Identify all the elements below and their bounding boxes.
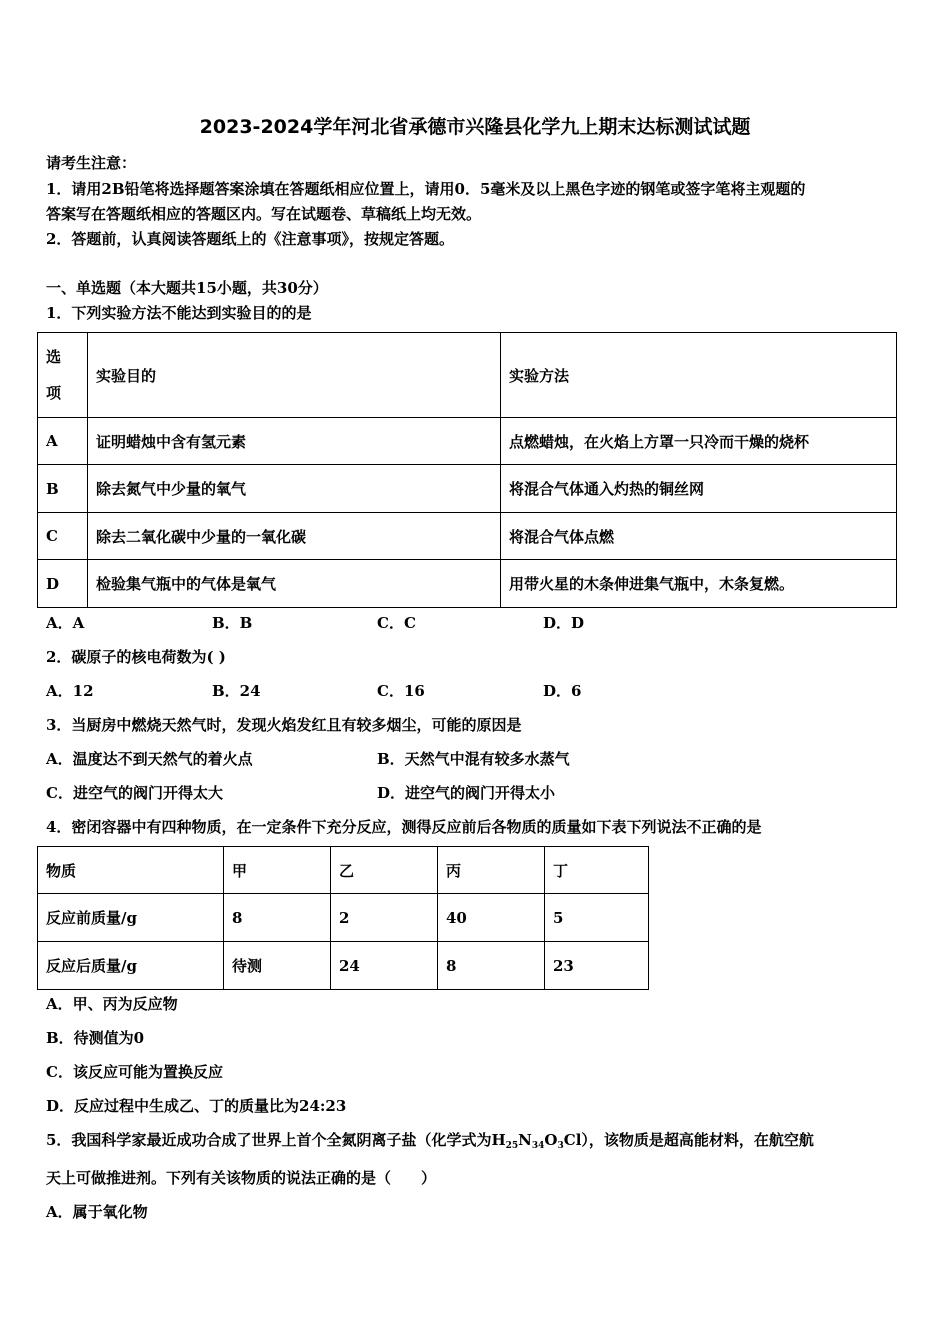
formula-h: H bbox=[491, 1131, 506, 1149]
q1-cell-method: 用带火星的木条伸进集气瓶中，木条复燃。 bbox=[501, 560, 897, 608]
q2-choice-c: C．16 bbox=[377, 682, 425, 700]
q1-cell-option: D bbox=[38, 560, 88, 608]
table-row bbox=[38, 560, 897, 608]
formula-h-count: 25 bbox=[505, 1141, 519, 1151]
formula-cl: Cl bbox=[563, 1131, 582, 1149]
q4-choice-b: B．待测值为0 bbox=[46, 1029, 145, 1047]
q5-stem-a: 5．我国科学家最近成功合成了世界上首个全氮阴离子盐（化学式为 bbox=[46, 1131, 492, 1149]
q4-choice-a: A．甲、丙为反应物 bbox=[46, 995, 178, 1013]
q2-choice-d: D．6 bbox=[543, 682, 582, 700]
formula-n-count: 34 bbox=[531, 1141, 545, 1151]
q1-cell-goal: 检验集气瓶中的气体是氧气 bbox=[88, 560, 501, 608]
q1-header-option bbox=[38, 333, 88, 418]
table-row bbox=[38, 333, 897, 418]
notice-line-3: 2．答题前，认真阅读答题纸上的《注意事项》，按规定答题。 bbox=[46, 230, 454, 248]
q4-header-cell: 乙 bbox=[331, 847, 438, 894]
q1-cell-option: C bbox=[38, 513, 88, 560]
q4-cell: 待测 bbox=[224, 942, 331, 990]
q1-cell-option: B bbox=[38, 465, 88, 513]
q2-stem: 2．碳原子的核电荷数为( ) bbox=[46, 648, 226, 666]
q4-stem: 4．密闭容器中有四种物质，在一定条件下充分反应，测得反应前后各物质的质量如下表下列说法不正确的是 bbox=[46, 818, 762, 836]
table-row bbox=[38, 942, 649, 990]
table-row bbox=[38, 513, 897, 560]
table-row bbox=[38, 418, 897, 465]
q4-cell: 23 bbox=[545, 942, 649, 990]
notice-line-1: 1．请用2B铅笔将选择题答案涂填在答题纸相应位置上，请用0．5毫米及以上黑色字迹的钢笔或签字笔将主观题的 bbox=[46, 180, 806, 198]
chemical-formula bbox=[491, 1131, 581, 1149]
q4-cell: 8 bbox=[224, 894, 331, 942]
q1-choice-b: B．B bbox=[212, 614, 253, 632]
q5-stem-b: ），该物质是超高能材料，在航空航 bbox=[581, 1131, 814, 1149]
q1-table bbox=[37, 332, 897, 608]
q1-cell-method: 将混合气体通入灼热的铜丝网 bbox=[501, 465, 897, 513]
q4-cell: 24 bbox=[331, 942, 438, 990]
q1-choice-d: D．D bbox=[543, 614, 585, 632]
q4-table bbox=[37, 846, 649, 990]
q4-cell: 40 bbox=[438, 894, 545, 942]
q3-choice-a: A．温度达不到天然气的着火点 bbox=[46, 750, 253, 768]
q1-header-option-a: 选 bbox=[46, 348, 62, 366]
table-row bbox=[38, 847, 649, 894]
q4-cell: 8 bbox=[438, 942, 545, 990]
page-title: 2023-2024学年河北省承德市兴隆县化学九上期末达标测试试题 bbox=[199, 116, 751, 138]
q3-choice-c: C．进空气的阀门开得太大 bbox=[46, 784, 223, 802]
formula-n: N bbox=[518, 1131, 532, 1149]
q1-header-method: 实验方法 bbox=[501, 333, 897, 418]
q4-cell: 反应后质量/g bbox=[38, 942, 224, 990]
q4-cell: 反应前质量/g bbox=[38, 894, 224, 942]
q5-stem-line-2: 天上可做推进剂。下列有关该物质的说法正确的是（ ） bbox=[46, 1169, 437, 1187]
q1-cell-method: 点燃蜡烛，在火焰上方罩一只冷而干燥的烧杯 bbox=[501, 418, 897, 465]
notice-line-2: 答案写在答题纸相应的答题区内。写在试题卷、草稿纸上均无效。 bbox=[46, 205, 482, 223]
q3-stem: 3．当厨房中燃烧天然气时，发现火焰发红且有较多烟尘，可能的原因是 bbox=[46, 716, 522, 734]
q1-header-goal: 实验目的 bbox=[88, 333, 501, 418]
q2-choice-a: A．12 bbox=[46, 682, 94, 700]
q1-cell-method: 将混合气体点燃 bbox=[501, 513, 897, 560]
q1-cell-goal: 证明蜡烛中含有氢元素 bbox=[88, 418, 501, 465]
section-heading: 一、单选题（本大题共15小题，共30分） bbox=[46, 279, 328, 297]
q1-cell-goal: 除去二氧化碳中少量的一氧化碳 bbox=[88, 513, 501, 560]
q1-header-option-b: 项 bbox=[46, 384, 62, 402]
q3-choice-d: D．进空气的阀门开得太小 bbox=[377, 784, 556, 802]
q4-cell: 5 bbox=[545, 894, 649, 942]
formula-o: O bbox=[544, 1131, 558, 1149]
q1-choice-c: C．C bbox=[377, 614, 416, 632]
q1-choice-a: A．A bbox=[46, 614, 85, 632]
q4-cell: 2 bbox=[331, 894, 438, 942]
q4-header-cell: 丙 bbox=[438, 847, 545, 894]
q5-stem-line-1 bbox=[46, 1129, 814, 1151]
formula-o-count: 3 bbox=[557, 1141, 564, 1151]
q1-cell-option: A bbox=[38, 418, 88, 465]
q4-header-cell: 物质 bbox=[38, 847, 224, 894]
q4-header-cell: 甲 bbox=[224, 847, 331, 894]
table-row bbox=[38, 894, 649, 942]
q1-cell-goal: 除去氮气中少量的氧气 bbox=[88, 465, 501, 513]
q1-stem: 1．下列实验方法不能达到实验目的的是 bbox=[46, 304, 312, 322]
notice-heading: 请考生注意： bbox=[46, 154, 137, 172]
q4-choice-d: D．反应过程中生成乙、丁的质量比为24:23 bbox=[46, 1097, 347, 1115]
q4-choice-c: C．该反应可能为置换反应 bbox=[46, 1063, 223, 1081]
q5-choice-a: A．属于氧化物 bbox=[46, 1203, 148, 1221]
q3-choice-b: B．天然气中混有较多水蒸气 bbox=[377, 750, 570, 768]
q4-header-cell: 丁 bbox=[545, 847, 649, 894]
q2-choice-b: B．24 bbox=[212, 682, 261, 700]
table-row bbox=[38, 465, 897, 513]
